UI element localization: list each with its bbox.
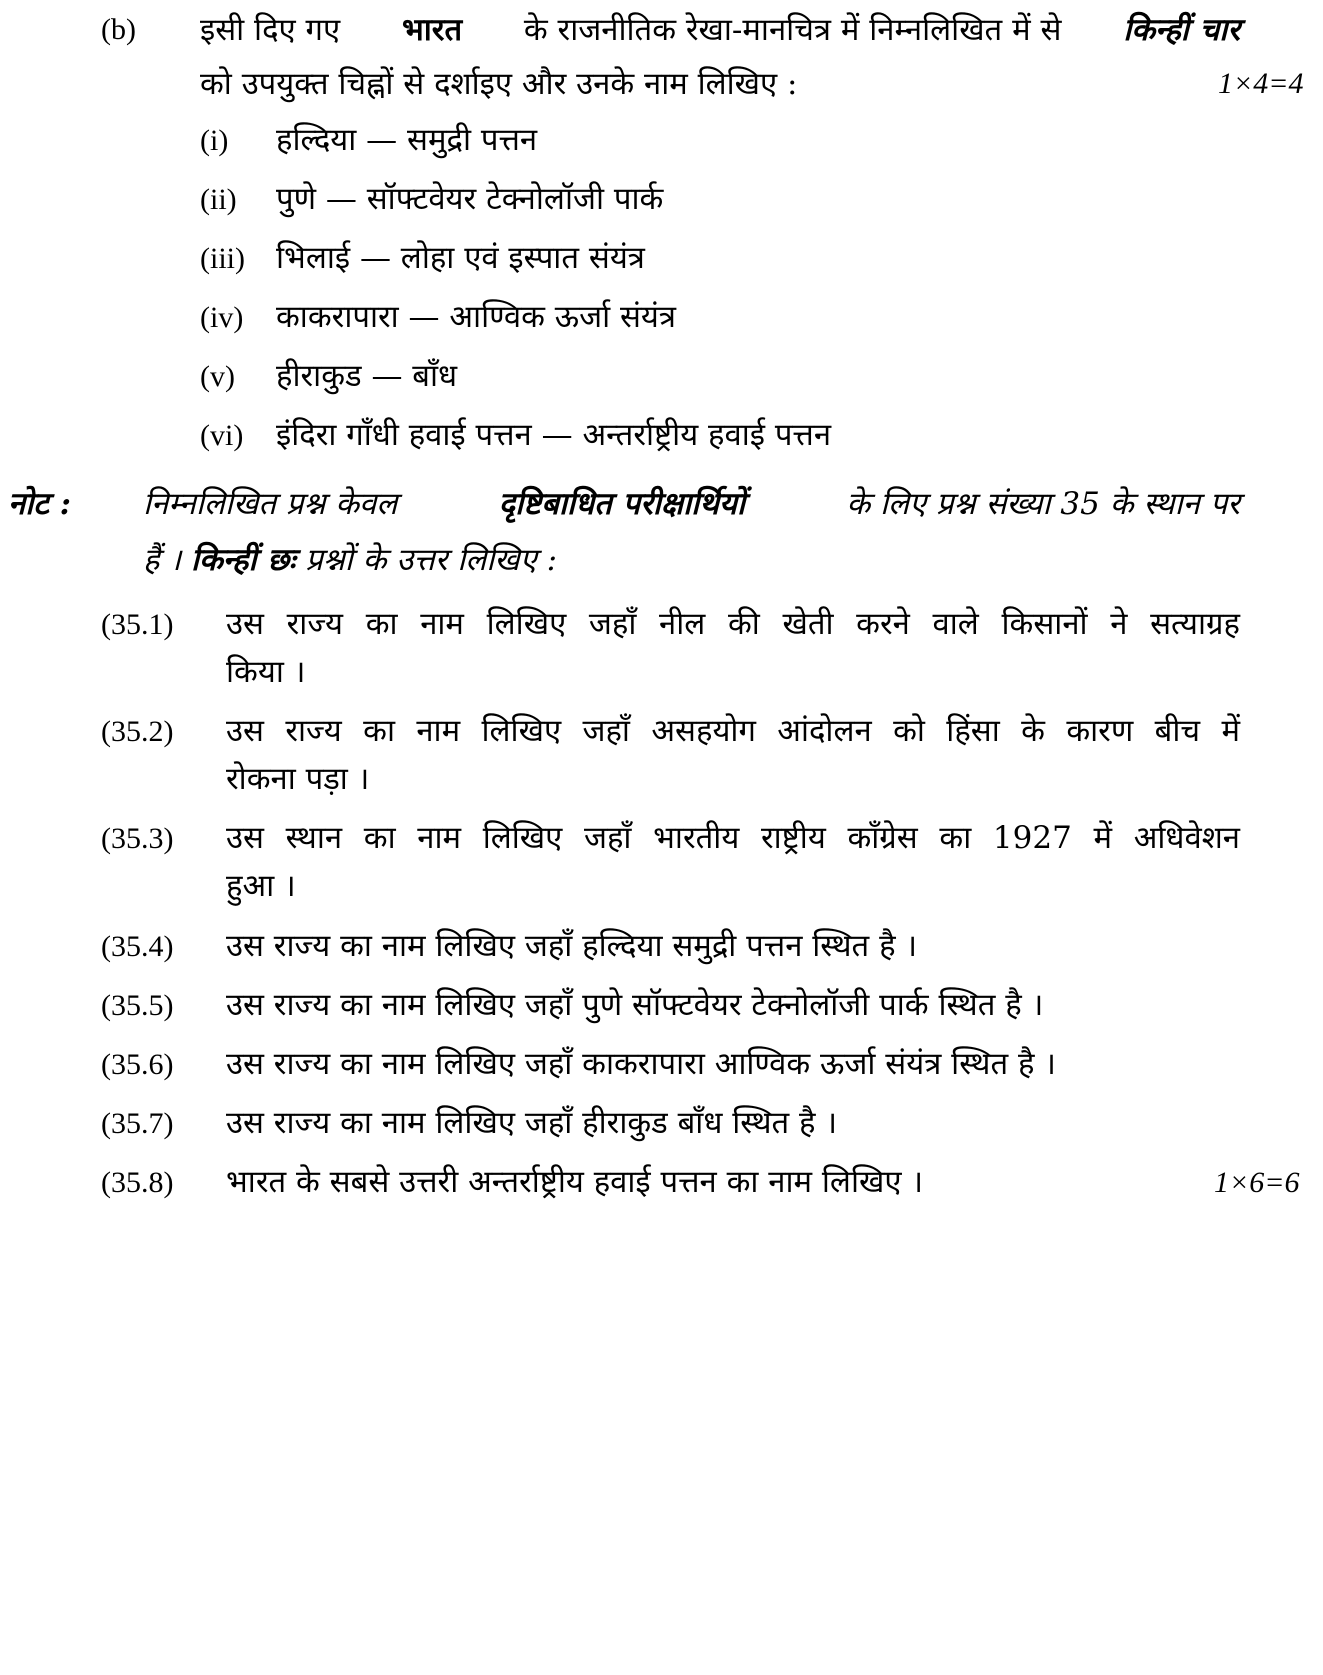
question-line: उस स्थान का नाम लिखिए जहाँ भारतीय राष्ट्रीय काँग्रेस का 1927 में अधिवेशन (226, 820, 1240, 856)
part-b-line2: को उपयुक्त चिह्नों से दर्शाइए और उनके नाम लिखिए : (200, 66, 798, 102)
part-b-label: (b) (101, 13, 136, 46)
option-text: काकरापारा — आण्विक ऊर्जा संयंत्र (276, 299, 677, 335)
option-text: हीराकुड — बाँध (276, 358, 458, 394)
question-line: उस राज्य का नाम लिखिए जहाँ हीराकुड बाँध स्थित है । (226, 1105, 838, 1141)
option-text: हल्दिया — समुद्री पत्तन (276, 122, 538, 158)
note-label: नोट : (8, 486, 72, 522)
option-text: इंदिरा गाँधी हवाई पत्तन — अन्तर्राष्ट्रीय हवाई पत्तन (276, 417, 832, 453)
question-line: उस राज्य का नाम लिखिए जहाँ पुणे सॉफ्टवेयर टेक्नोलॉजी पार्क स्थित है । (226, 987, 1044, 1023)
part-b-line1 (200, 10, 1240, 50)
question-line-cont: किया । (226, 654, 306, 690)
note-line2 (143, 540, 557, 580)
note-line1-post: के लिए प्रश्न संख्या 35 के स्थान पर (846, 486, 1240, 522)
option-text: भिलाई — लोहा एवं इस्पात संयंत्र (276, 240, 645, 276)
question-number: (35.6) (101, 1048, 174, 1081)
note-line2-bold: किन्हीं छः (190, 542, 296, 578)
question-number: (35.2) (101, 715, 174, 748)
question-line: उस राज्य का नाम लिखिए जहाँ नील की खेती करने वाले किसानों ने सत्याग्रह (226, 606, 1240, 642)
question-line: भारत के सबसे उत्तरी अन्तर्राष्ट्रीय हवाई पत्तन का नाम लिखिए । (226, 1164, 924, 1200)
part-b-line1-bold: भारत (401, 12, 463, 48)
part-b-marks: 1×4=4 (1218, 67, 1304, 100)
option-number: (iii) (200, 242, 245, 275)
question-number: (35.7) (101, 1107, 174, 1140)
questions-marks: 1×6=6 (1214, 1166, 1300, 1199)
option-number: (i) (200, 124, 229, 157)
note-line1-pre: निम्नलिखित प्रश्न केवल (143, 486, 398, 522)
question-number: (35.8) (101, 1166, 174, 1199)
question-line-cont: रोकना पड़ा । (226, 761, 370, 797)
option-text: पुणे — सॉफ्टवेयर टेक्नोलॉजी पार्क (276, 181, 664, 217)
option-number: (vi) (200, 419, 244, 452)
note-line1 (143, 484, 1240, 524)
question-line: उस राज्य का नाम लिखिए जहाँ असहयोग आंदोलन को हिंसा के कारण बीच में (226, 713, 1240, 749)
question-line: उस राज्य का नाम लिखिए जहाँ हल्दिया समुद्री पत्तन स्थित है । (226, 928, 918, 964)
question-number: (35.1) (101, 608, 174, 641)
note-line2-pre: हैं । (143, 542, 182, 578)
part-b-line1-pre: इसी दिए गए (200, 12, 341, 48)
question-number: (35.3) (101, 822, 174, 855)
note-line2-post: प्रश्नों के उत्तर लिखिए : (305, 542, 558, 578)
question-number: (35.4) (101, 930, 174, 963)
option-number: (v) (200, 360, 235, 393)
question-number: (35.5) (101, 989, 174, 1022)
part-b-line1-emph: किन्हीं चार (1123, 12, 1240, 48)
question-line: उस राज्य का नाम लिखिए जहाँ काकरापारा आण्विक ऊर्जा संयंत्र स्थित है । (226, 1046, 1057, 1082)
option-number: (iv) (200, 301, 244, 334)
question-line-cont: हुआ । (226, 868, 296, 904)
option-number: (ii) (200, 183, 237, 216)
note-line1-bold: दृष्टिबाधित परीक्षार्थियों (498, 486, 745, 522)
part-b-line1-mid: के राजनीतिक रेखा-मानचित्र में निम्नलिखित में से (523, 12, 1062, 48)
